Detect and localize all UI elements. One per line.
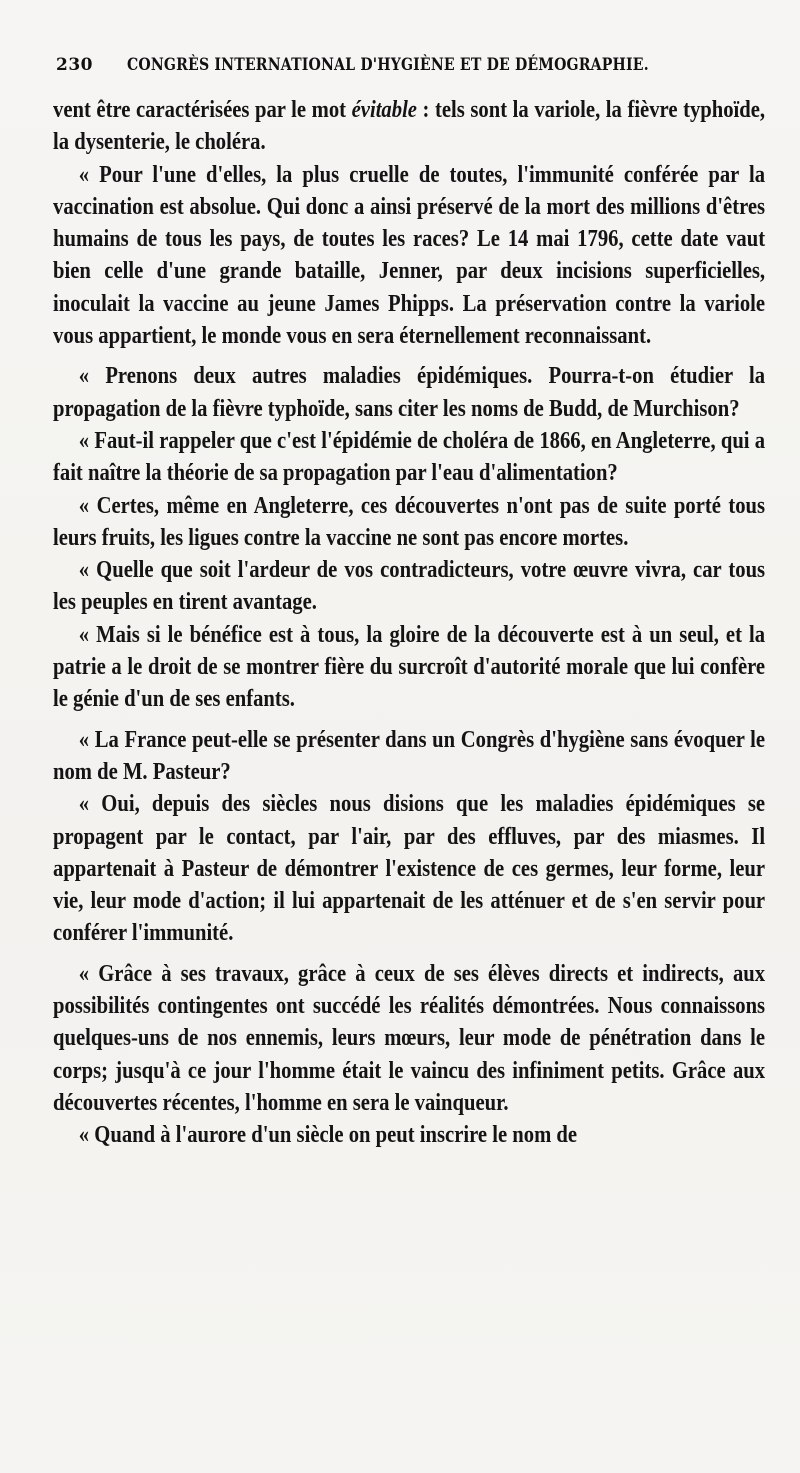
paragraph-gap	[53, 352, 765, 360]
paragraph-jenner: « Pour l'une d'elles, la plus cruelle de toutes, l'immunité conférée par la vaccination est absolue. Qui donc a ainsi préservé de la mort des millions d'êtres humains de tous les pays, de toutes les races? Le 14 mai 1796, cette date vaut bien celle d'une grande bataille, Jenner, par deux incisions superficielles, inoculait la vaccine au jeune James Phipps. La préservation contre la variole vous appartient, le monde vous en sera éternellement reconnaissant.	[53, 161, 766, 350]
paragraph-text: vent être caractérisées par le mot	[53, 97, 352, 123]
running-title: CONGRÈS INTERNATIONAL D'HYGIÈNE ET DE DÉMOGRAPHIE.	[127, 55, 649, 75]
page-header	[56, 55, 762, 85]
paragraph-typhoid: « Prenons deux autres maladies épidémiques. Pourra-t-on étudier la propagation de la fièvre typhoïde, sans citer les noms de Budd, de Murchison?	[53, 363, 766, 422]
emphasized-word: évitable	[351, 97, 417, 123]
paragraph-travaux: « Grâce à ses travaux, grâce à ceux de ses élèves directs et indirects, aux possibilités contingentes ont succédé les réalités démontrées. Nous connaissons quelques-uns de nos ennemis, leurs mœurs, leur mode de pénétration dans le corps; jusqu'à ce jour l'homme était le vaincu des infiniment petits. Grâce aux découvertes récentes, l'homme en sera le vainqueur.	[53, 960, 766, 1116]
paragraph-germes: « Oui, depuis des siècles nous disions que les maladies épidémiques se propagent par le contact, par l'air, par des effluves, par des miasmes. Il appartenait à Pasteur de démontrer l'existence de ces germes, leur forme, leur vie, leur mode d'action; il lui appartenait de les atténuer et de s'en servir pour conférer l'immunité.	[53, 791, 766, 947]
paragraph-pasteur: « La France peut-elle se présenter dans un Congrès d'hygiène sans évoquer le nom de M. Pasteur?	[53, 726, 766, 785]
paragraph-gap	[53, 950, 765, 958]
paragraph-contradicteurs: « Quelle que soit l'ardeur de vos contradicteurs, votre œuvre vivra, car tous les peuples en tirent avantage.	[53, 557, 766, 616]
paragraph-aurore: « Quand à l'aurore d'un siècle on peut inscrire le nom de	[78, 1122, 578, 1149]
page-number: 230	[56, 55, 93, 75]
body-text	[53, 94, 765, 1152]
paragraph-patrie: « Mais si le bénéfice est à tous, la gloire de la découverte est à un seul, et la patrie a le droit de se montrer fière du surcroît d'autorité morale que lui confère le génie d'un de ses enfants.	[53, 621, 766, 713]
paragraph-cholera: « Faut-il rappeler que c'est l'épidémie de choléra de 1866, en Angleterre, qui a fait naître la théorie de sa propagation par l'eau d'alimentation?	[53, 427, 766, 487]
paragraph-continuation	[53, 94, 765, 159]
paragraph-england: « Certes, même en Angleterre, ces découvertes n'ont pas de suite porté tous leurs fruits, les ligues contre la vaccine ne sont pas encore mortes.	[53, 492, 766, 551]
paragraph-text: : tels sont la variole, la fièvre typhoïde, la dysenterie, le choléra.	[53, 97, 766, 156]
paragraph-gap	[53, 716, 765, 724]
